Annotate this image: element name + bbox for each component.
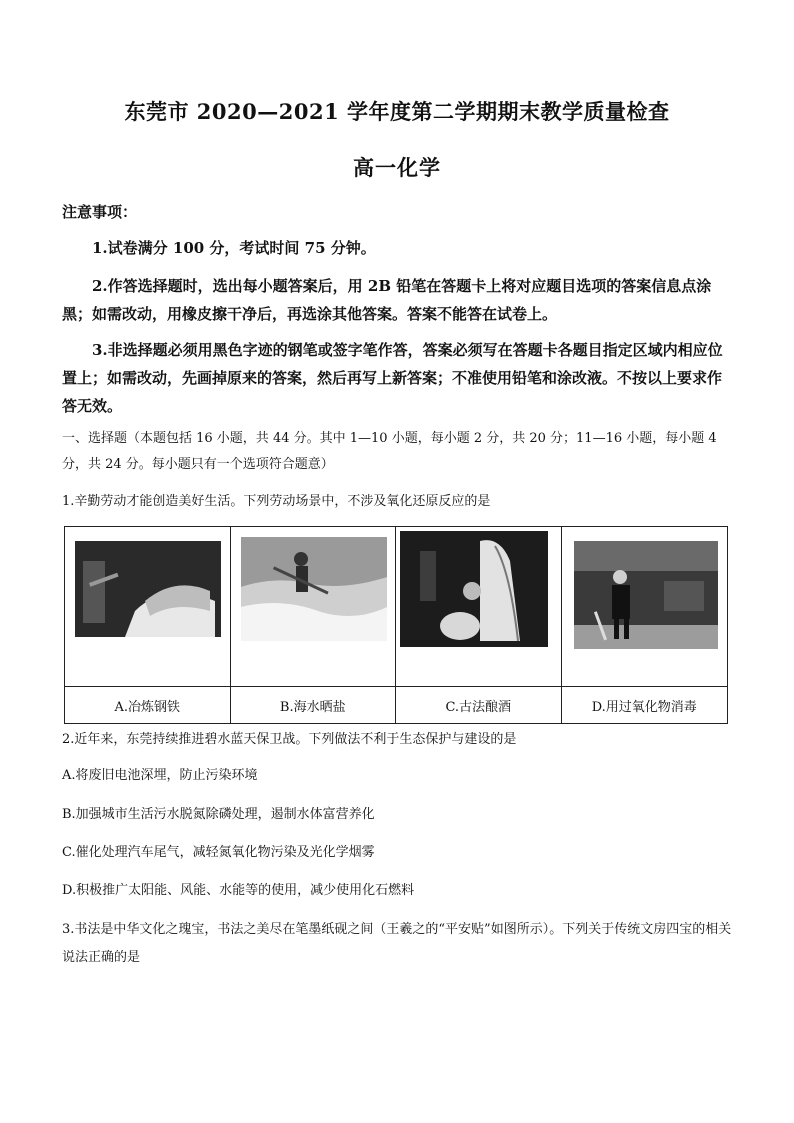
question-2-option-b: B.加强城市生活污水脱氮除磷处理，遏制水体富营养化	[62, 807, 375, 822]
sea-salt-photo	[241, 537, 387, 641]
option-d-label: D.用过氧化物消毒	[591, 699, 697, 715]
note-item: 2.作答选择题时，选出每小题答案后，用 2B 铅笔在答题卡上将对应题目选项的答案信息点涂黑；如需改动，用橡皮擦干净后，再选涂其他答案。答案不能答在试卷上。	[62, 277, 712, 323]
option-b-label: B.海水晒盐	[231, 687, 397, 723]
photo-cell-d	[562, 527, 728, 687]
section-heading: 一、选择题（本题包括 16 小题，共 44 分。其中 1—10 小题，每小题 2 分，共 20 分；11—16 小题，每小题 4 分，共 24 分。每小题只有一个选项符合题意）	[62, 431, 717, 472]
steel-smelting-photo	[75, 541, 221, 637]
question-2-option-c: C.催化处理汽车尾气，减轻氮氧化物污染及光化学烟雾	[62, 845, 375, 860]
option-c-label: C.古法酿酒	[396, 687, 562, 723]
question-1-image-table	[64, 526, 728, 724]
notes-heading: 注意事项：	[62, 203, 138, 221]
disinfection-photo	[574, 541, 718, 649]
question-2-option-a: A.将废旧电池深埋，防止污染环境	[62, 768, 258, 783]
question-1-stem: 1.辛勤劳动才能创造美好生活。下列劳动场景中，不涉及氧化还原反应的是	[62, 494, 491, 509]
photo-cell-a	[65, 527, 231, 687]
question-3-stem: 3.书法是中华文化之瑰宝，书法之美尽在笔墨纸砚之间（王羲之的“平安贴”如图所示）。下列关于传统文房四宝的相关说法正确的是	[62, 922, 732, 965]
option-a-label: A.冶炼钢铁	[65, 687, 231, 723]
note-item: 1.试卷满分 100 分，考试时间 75 分钟。	[92, 239, 376, 257]
photo-cell-c	[396, 527, 562, 687]
note-item: 3.非选择题必须用黑色字迹的钢笔或签字笔作答，答案必须写在答题卡各题目指定区域内相应位置上；如需改动，先画掉原来的答案，然后再写上新答案；不准使用铅笔和涂改液。不按以上要求作答无效。	[62, 341, 723, 415]
wine-brewing-photo	[400, 531, 548, 647]
exam-subject: 高一化学	[353, 155, 441, 180]
question-2-stem: 2.近年来，东莞持续推进碧水蓝天保卫战。下列做法不利于生态保护与建设的是	[62, 732, 517, 747]
exam-title: 东莞市 2020—2021 学年度第二学期期末教学质量检查	[124, 99, 670, 124]
question-2-option-d: D.积极推广太阳能、风能、水能等的使用，减少使用化石燃料	[62, 883, 415, 898]
photo-cell-b	[231, 527, 397, 687]
